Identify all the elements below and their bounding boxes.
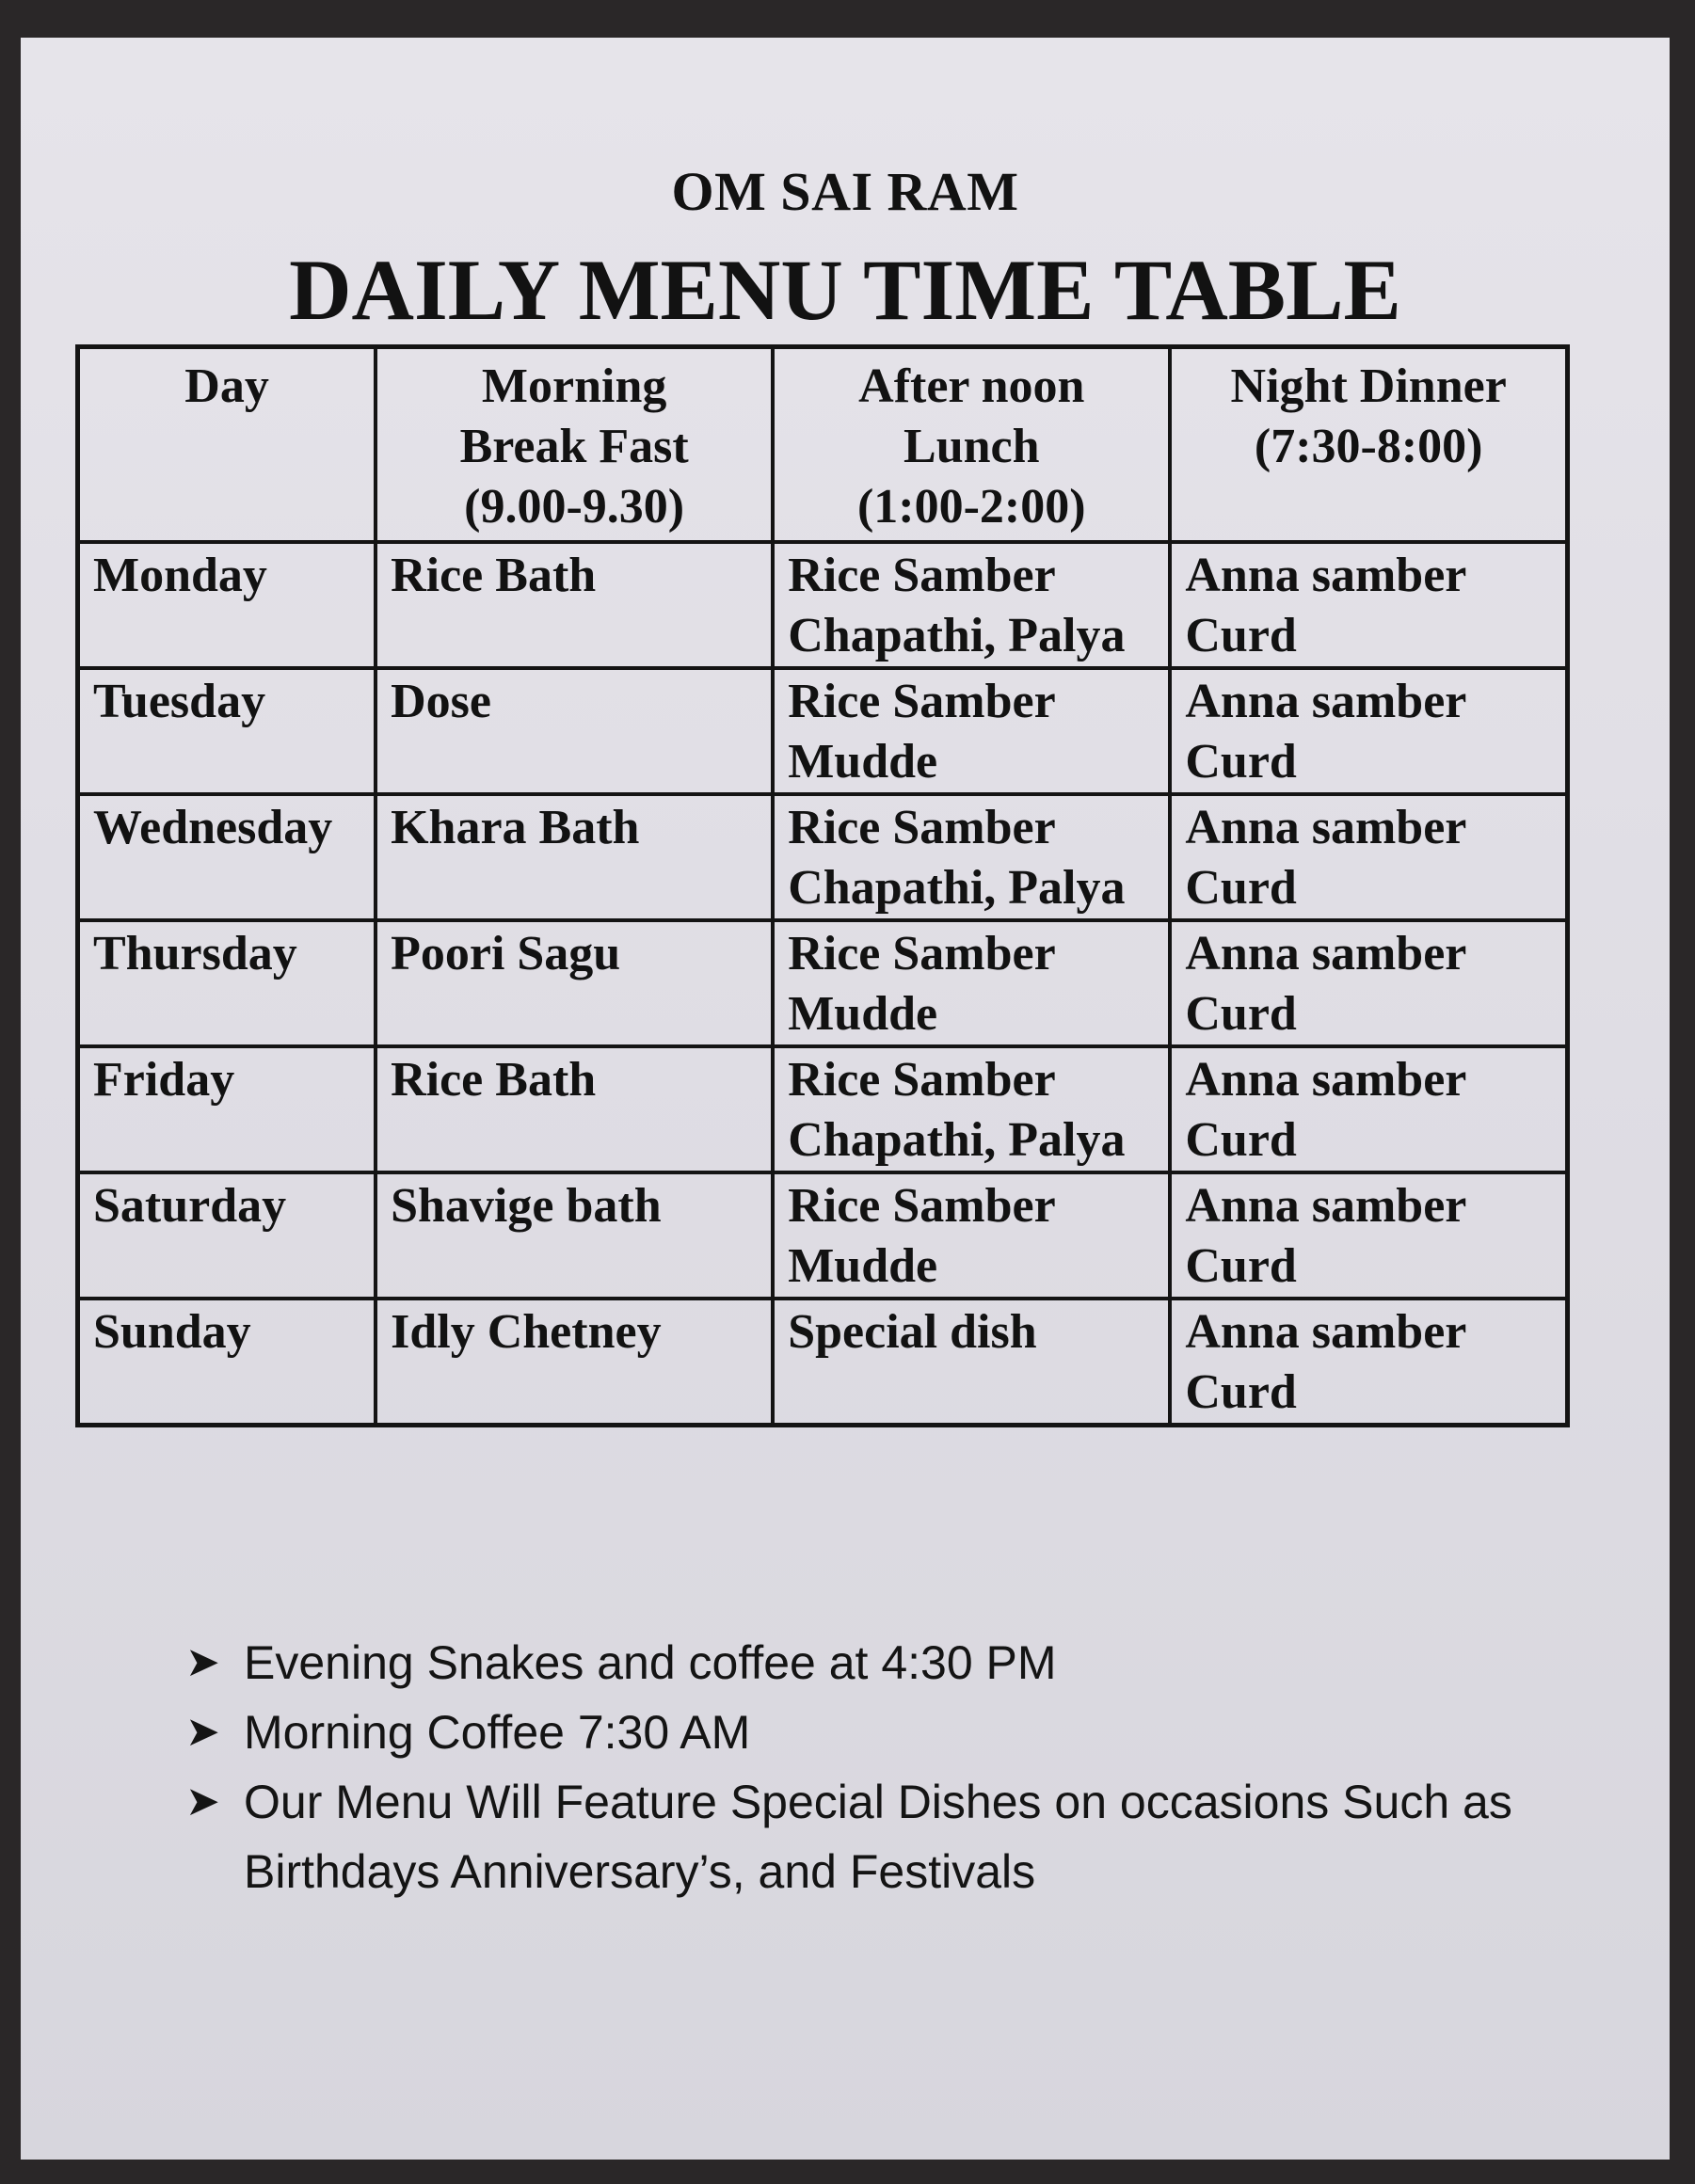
table-row-friday xyxy=(78,1046,1568,1172)
table-row-tuesday xyxy=(78,668,1568,794)
breakfast-cell: Idly Chetney xyxy=(376,1299,773,1426)
dinner-cell xyxy=(1170,794,1567,920)
lunch-item: Mudde xyxy=(788,987,938,1041)
note-item xyxy=(185,1698,1578,1767)
breakfast-cell: Poori Sagu xyxy=(376,920,773,1046)
dinner-cell xyxy=(1170,920,1567,1046)
dinner-item: Anna samber xyxy=(1185,927,1467,980)
lunch-cell xyxy=(773,1172,1170,1299)
lunch-cell xyxy=(773,794,1170,920)
table-header-row xyxy=(78,347,1568,543)
arrow-bullet-icon: ➤ xyxy=(185,1778,220,1825)
header-lunch-line: Lunch xyxy=(903,420,1040,473)
header-breakfast-line: Break Fast xyxy=(459,420,689,473)
dinner-item: Anna samber xyxy=(1185,1179,1467,1233)
lunch-item: Rice Samber xyxy=(788,675,1056,728)
breakfast-cell: Khara Bath xyxy=(376,794,773,920)
lunch-cell xyxy=(773,542,1170,668)
dinner-cell xyxy=(1170,542,1567,668)
lunch-item: Rice Samber xyxy=(788,1053,1056,1107)
dinner-cell xyxy=(1170,1046,1567,1172)
notes-list xyxy=(185,1628,1578,1906)
table-row-saturday xyxy=(78,1172,1568,1299)
page-title: DAILY MENU TIME TABLE xyxy=(289,242,1401,338)
lunch-cell xyxy=(773,1299,1170,1426)
header-breakfast-line: Morning xyxy=(481,359,667,413)
day-cell: Thursday xyxy=(78,920,376,1046)
lunch-item: Rice Samber xyxy=(788,927,1056,980)
table-row-monday xyxy=(78,542,1568,668)
day-cell: Saturday xyxy=(78,1172,376,1299)
dinner-item: Anna samber xyxy=(1185,675,1467,728)
day-cell: Friday xyxy=(78,1046,376,1172)
lunch-cell xyxy=(773,920,1170,1046)
note-text: Evening Snakes and coffee at 4:30 PM xyxy=(244,1636,1057,1689)
dinner-item: Anna samber xyxy=(1185,1305,1467,1359)
note-text: Our Menu Will Feature Special Dishes on occasions Such as Birthdays Anniversary’s, and Festivals xyxy=(244,1776,1512,1898)
day-cell: Monday xyxy=(78,542,376,668)
dinner-cell xyxy=(1170,1299,1567,1426)
dinner-item: Anna samber xyxy=(1185,549,1467,602)
lunch-cell xyxy=(773,1046,1170,1172)
header-day-line: Day xyxy=(184,359,269,413)
header-dinner-time: (7:30-8:00) xyxy=(1254,420,1483,473)
day-cell: Wednesday xyxy=(78,794,376,920)
arrow-bullet-icon: ➤ xyxy=(185,1639,220,1685)
header-dinner xyxy=(1170,347,1567,543)
dinner-item: Curd xyxy=(1185,861,1297,915)
breakfast-cell: Rice Bath xyxy=(376,1046,773,1172)
table-row-wednesday xyxy=(78,794,1568,920)
header-lunch xyxy=(773,347,1170,543)
dinner-item: Curd xyxy=(1185,1365,1297,1419)
lunch-item: Mudde xyxy=(788,735,938,789)
lunch-item: Chapathi, Palya xyxy=(788,1113,1126,1167)
note-text: Morning Coffee 7:30 AM xyxy=(244,1706,751,1759)
dinner-item: Curd xyxy=(1185,735,1297,789)
lunch-item: Rice Samber xyxy=(788,1179,1056,1233)
lunch-item: Mudde xyxy=(788,1239,938,1293)
dinner-item: Curd xyxy=(1185,1113,1297,1167)
header-lunch-line: After noon xyxy=(858,359,1085,413)
dinner-item: Curd xyxy=(1185,609,1297,662)
note-item xyxy=(185,1628,1578,1698)
dinner-cell xyxy=(1170,1172,1567,1299)
table-row-thursday xyxy=(78,920,1568,1046)
header-day xyxy=(78,347,376,543)
lunch-item: Chapathi, Palya xyxy=(788,609,1126,662)
menu-sheet xyxy=(21,38,1670,2160)
header-breakfast-time: (9.00-9.30) xyxy=(464,480,685,534)
dinner-item: Curd xyxy=(1185,1239,1297,1293)
lunch-item: Special dish xyxy=(788,1305,1037,1359)
dinner-item: Anna samber xyxy=(1185,1053,1467,1107)
breakfast-cell: Rice Bath xyxy=(376,542,773,668)
dinner-item: Curd xyxy=(1185,987,1297,1041)
day-cell: Tuesday xyxy=(78,668,376,794)
breakfast-cell: Dose xyxy=(376,668,773,794)
header-breakfast xyxy=(376,347,773,543)
lunch-item: Rice Samber xyxy=(788,801,1056,854)
note-item xyxy=(185,1767,1578,1906)
header-dinner-line: Night Dinner xyxy=(1230,359,1507,413)
lunch-item: Rice Samber xyxy=(788,549,1056,602)
dinner-cell xyxy=(1170,668,1567,794)
breakfast-cell: Shavige bath xyxy=(376,1172,773,1299)
header-lunch-time: (1:00-2:00) xyxy=(856,480,1086,534)
lunch-cell xyxy=(773,668,1170,794)
table-row-sunday xyxy=(78,1299,1568,1426)
lunch-item: Chapathi, Palya xyxy=(788,861,1126,915)
menu-table xyxy=(75,344,1570,1427)
arrow-bullet-icon: ➤ xyxy=(185,1709,220,1755)
page-subtitle: OM SAI RAM xyxy=(671,161,1019,222)
day-cell: Sunday xyxy=(78,1299,376,1426)
dinner-item: Anna samber xyxy=(1185,801,1467,854)
